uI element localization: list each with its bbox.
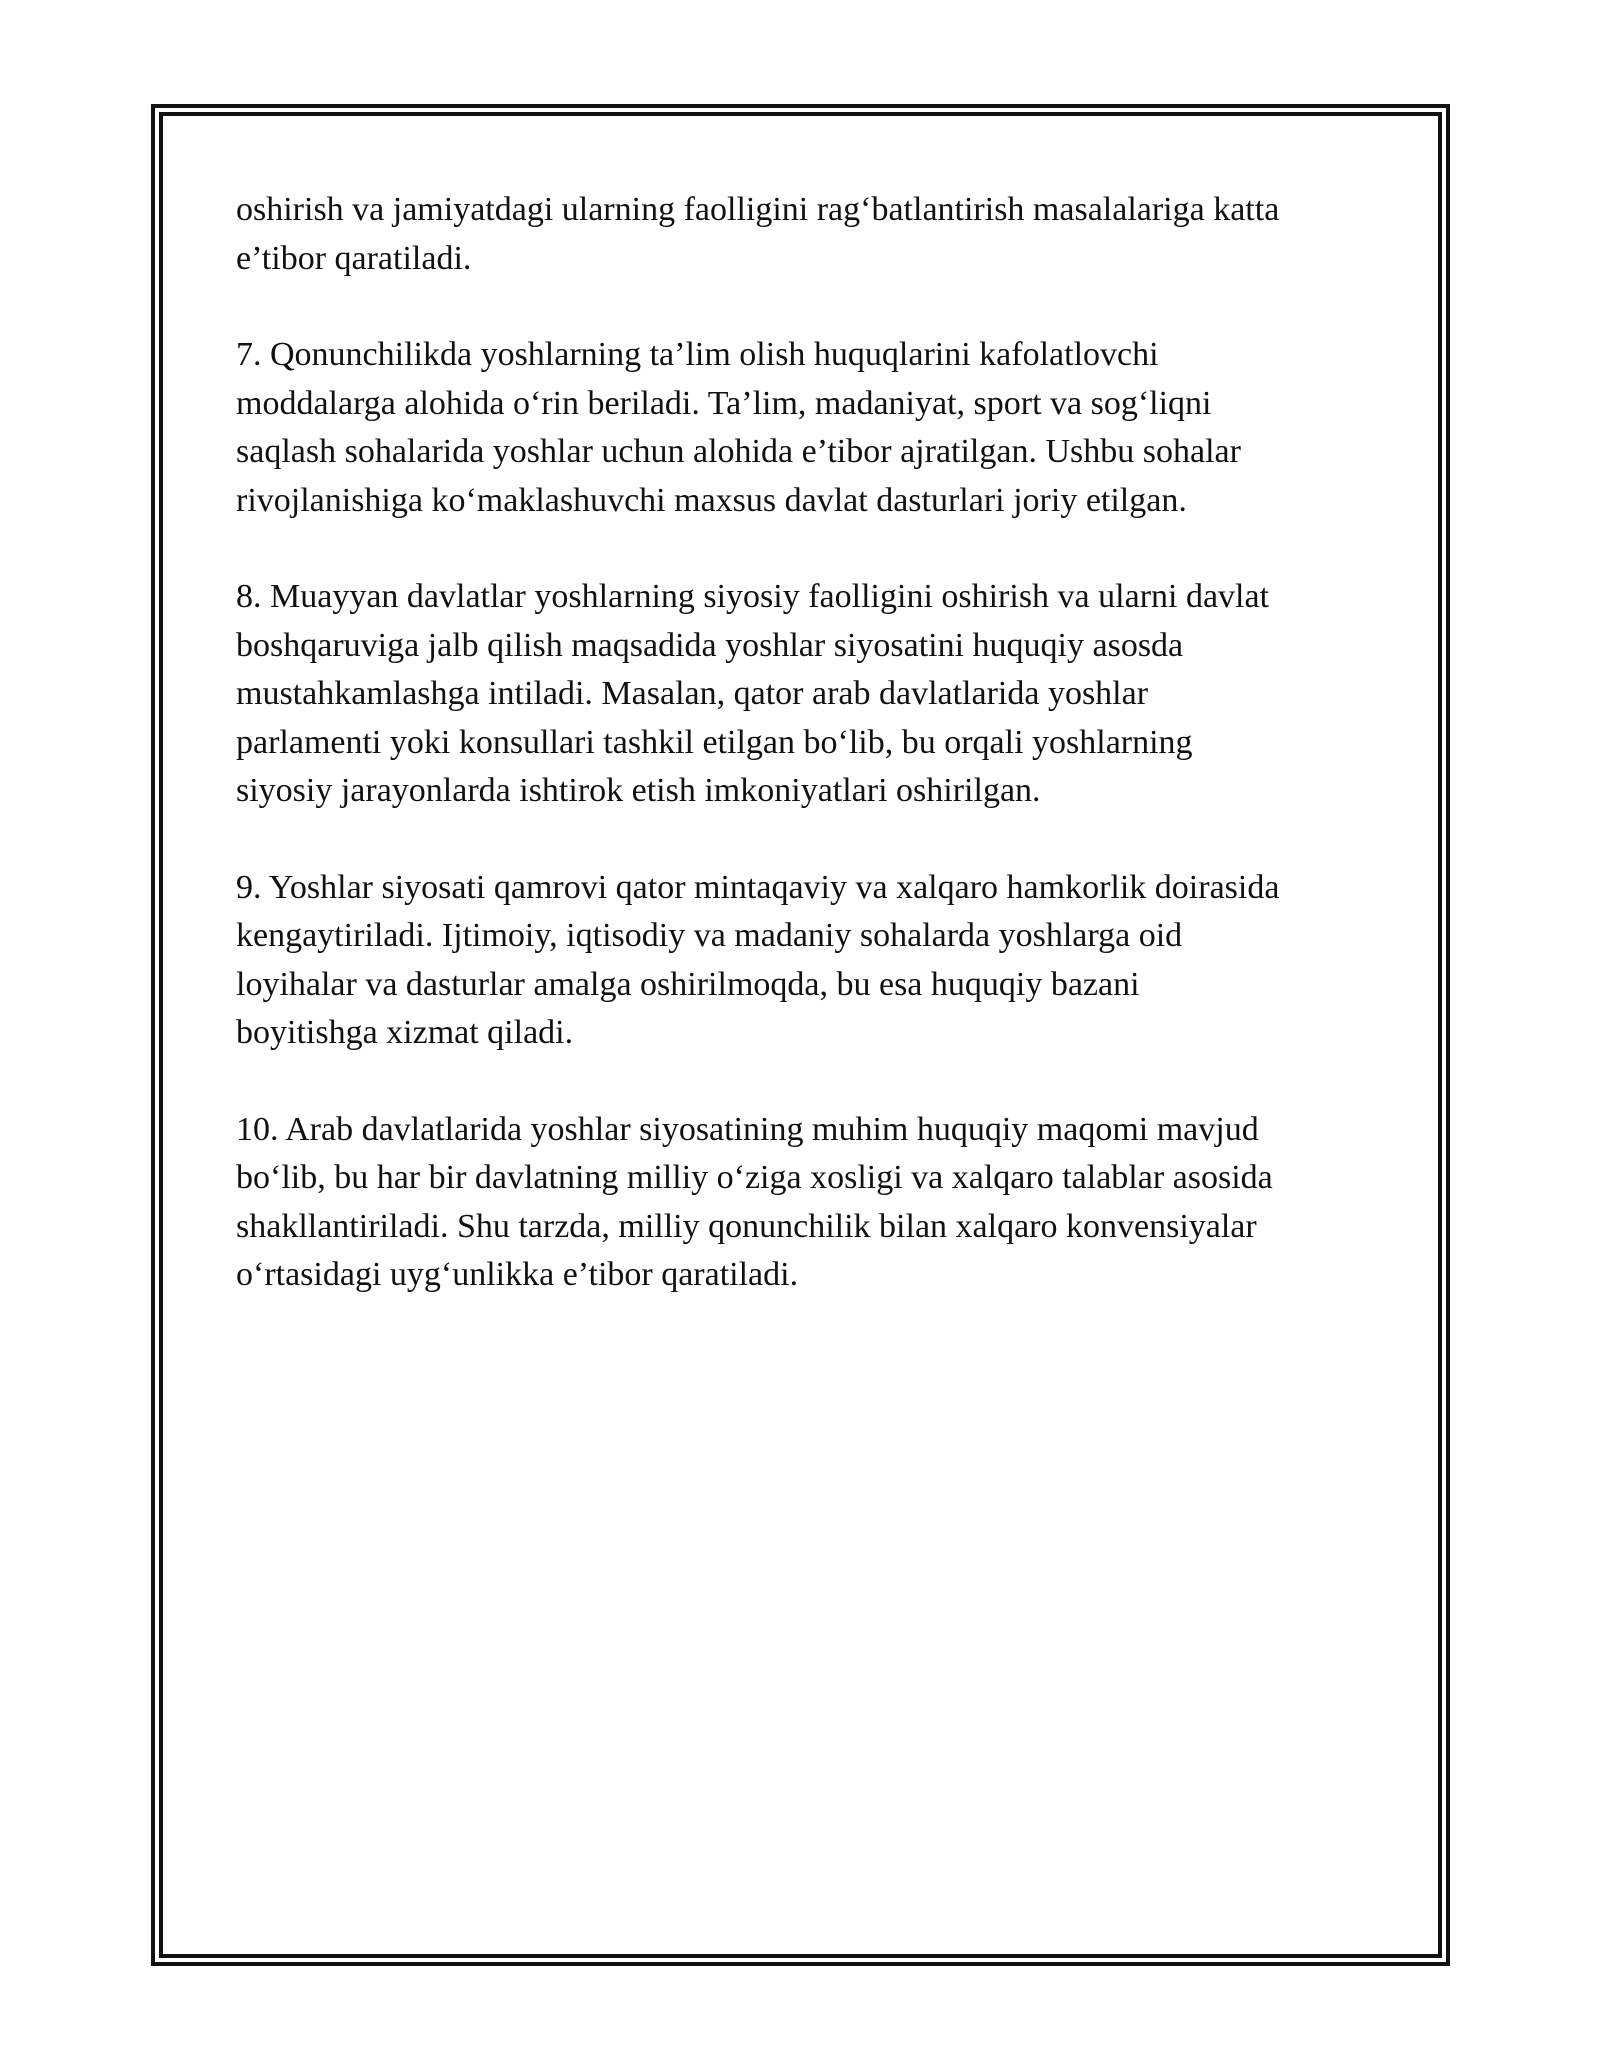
text-line: mustahkamlashga intiladi. Masalan, qator arab davlatlarida yoshlar (236, 675, 1149, 712)
text-line: moddalarga alohida o‘rin beriladi. Ta’lim, madaniyat, sport va sog‘liqni (236, 384, 1212, 422)
text-line: boyitishga xizmat qiladi. (236, 1014, 574, 1051)
text-line: saqlash sohalarida yoshlar uchun alohida e’tibor ajratilgan. Ushbu sohalar (236, 433, 1241, 470)
paragraph-item-9 (236, 864, 1376, 1058)
paragraph-item-10 (236, 1106, 1376, 1300)
text-line: 7. Qonunchilikda yoshlarning ta’lim olish huquqlarini kafolatlovchi (236, 336, 1159, 373)
text-line: rivojlanishiga ko‘maklashuvchi maxsus davlat dasturlari joriy etilgan. (236, 481, 1187, 519)
text-line: loyihalar va dasturlar amalga oshirilmoqda, bu esa huquqiy bazani (236, 965, 1140, 1003)
text-line: boshqaruviga jalb qilish maqsadida yoshlar siyosatini huquqiy asosda (236, 626, 1184, 664)
text-line: 8. Muayyan davlatlar yoshlarning siyosiy faolligini oshirish va ularni davlat (236, 578, 1270, 615)
text-line: oshirish va jamiyatdagi ularning faolligini rag‘batlantirish masalalariga katta (236, 191, 1280, 228)
paragraph-item-8 (236, 573, 1376, 816)
text-line: kengaytiriladi. Ijtimoiy, iqtisodiy va madaniy sohalarda yoshlarga oid (236, 917, 1183, 954)
text-line: e’tibor qaratiladi. (236, 239, 472, 277)
paragraph-item-7 (236, 331, 1376, 525)
text-line: parlamenti yoki konsullari tashkil etilgan bo‘lib, bu orqali yoshlarning (236, 723, 1193, 761)
text-line: 9. Yoshlar siyosati qamrovi qator mintaqaviy va xalqaro hamkorlik doirasida (236, 868, 1280, 906)
document-body (236, 186, 1376, 1300)
text-line: 10. Arab davlatlarida yoshlar siyosatining muhim huquqiy maqomi mavjud (236, 1110, 1259, 1148)
paragraph-continuation (236, 186, 1376, 283)
text-line: bo‘lib, bu har bir davlatning milliy o‘ziga xosligi va xalqaro talablar asosida (236, 1159, 1273, 1196)
text-line: shakllantiriladi. Shu tarzda, milliy qonunchilik bilan xalqaro konvensiyalar (236, 1207, 1257, 1245)
text-line: o‘rtasidagi uyg‘unlikka e’tibor qaratiladi. (236, 1256, 799, 1293)
text-line: siyosiy jarayonlarda ishtirok etish imkoniyatlari oshirilgan. (236, 772, 1041, 809)
